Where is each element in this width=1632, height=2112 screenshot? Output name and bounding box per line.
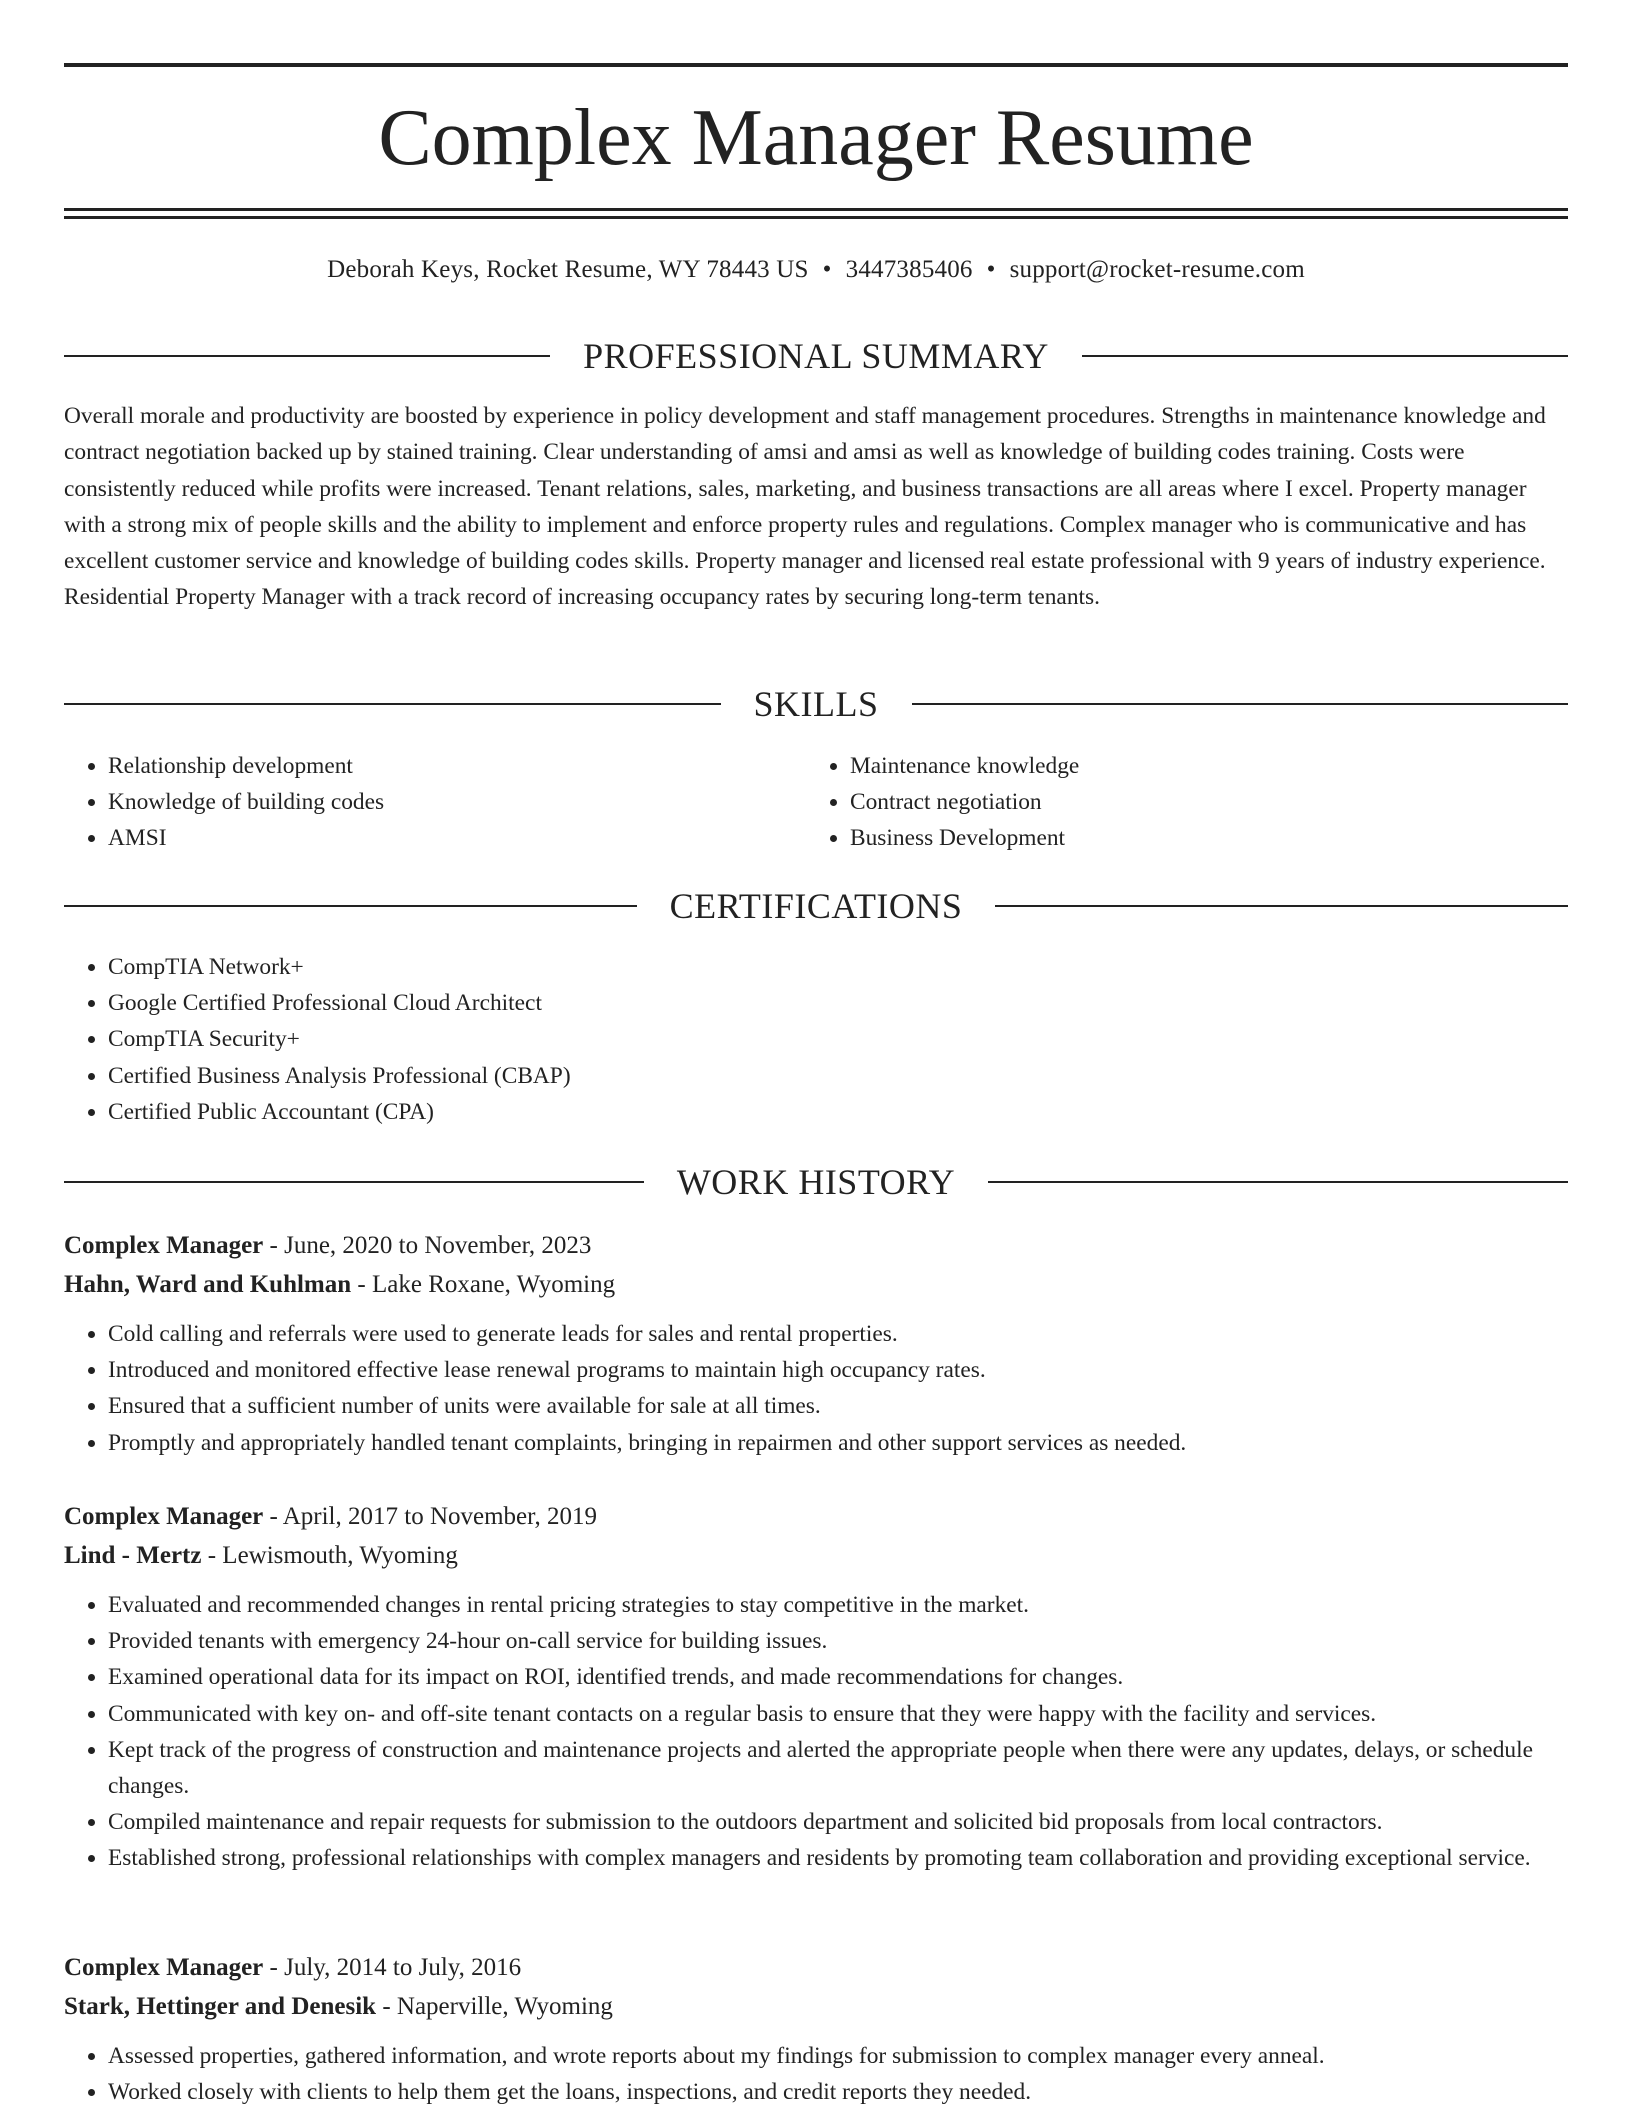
heading-rule-right (995, 905, 1568, 907)
heading-rule-left (64, 703, 721, 705)
job-title: Complex Manager (64, 1954, 264, 1981)
job-location: - Lewismouth, Wyoming (201, 1542, 458, 1569)
job-title: Complex Manager (64, 1503, 264, 1530)
certification-item: • Certified Business Analysis Professional (CBAP) (108, 1058, 1568, 1094)
section-heading-summary (64, 334, 1568, 378)
job-bullet: • Evaluated and recommended changes in rental pricing strategies to stay competitive in the market. (108, 1587, 1568, 1623)
heading-rule-right (988, 1181, 1568, 1183)
heading-rule-left (64, 905, 637, 907)
top-rule (64, 63, 1568, 67)
job-company: Hahn, Ward and Kuhlman (64, 1271, 352, 1298)
section-heading-skills (64, 682, 1568, 726)
job-bullet: • Ensured that a sufficient number of units were available for sale at all times. (108, 1388, 1568, 1424)
job-company: Stark, Hettinger and Denesik (64, 1993, 377, 2020)
job-bullet: • Communicated with key on- and off-site tenant contacts on a regular basis to ensure that they were happy with the facility and services. (108, 1696, 1568, 1732)
job-bullet: • Worked closely with clients to help them get the loans, inspections, and credit reports they needed. (108, 2074, 1568, 2110)
job-bullet: • Assessed properties, gathered information, and wrote reports about my findings for submission to complex manager every anneal. (108, 2038, 1568, 2074)
title-double-rule-upper (64, 208, 1568, 211)
job-dates: - July, 2014 to July, 2016 (263, 1954, 522, 1981)
contact-address: Deborah Keys, Rocket Resume, WY 78443 US (327, 256, 809, 283)
job-location: - Lake Roxane, Wyoming (351, 1271, 616, 1298)
job-company-line (64, 1987, 1568, 2026)
job-bullet: • Provided tenants with emergency 24-hour on-call service for building issues. (108, 1623, 1568, 1659)
job-title-line (64, 1226, 1568, 1265)
contact-phone: 3447385406 (845, 256, 973, 283)
job-bullet: • Kept track of the progress of construction and maintenance projects and alerted the appropriate people when there were any updates, delays, or schedule changes. (108, 1732, 1568, 1804)
job-bullet: • Cold calling and referrals were used to generate leads for sales and rental properties. (108, 1316, 1568, 1352)
certification-item: • CompTIA Security+ (108, 1021, 1568, 1057)
contact-email: support@rocket-resume.com (1009, 256, 1305, 283)
section-heading-work-history (64, 1160, 1568, 1204)
summary-paragraph: Overall morale and productivity are boosted by experience in policy development and staff management procedures. Strengths in maintenance knowledge and contract negotiation backed up by stained training. Clear understanding of amsi and amsi as well as knowledge of building codes training. Costs were consistently reduced while profits were increased. Tenant relations, sales, marketing, and business transactions are all areas where I excel. Property manager with a strong mix of people skills and the ability to implement and enforce property rules and regulations. Complex manager who is communicative and has excellent customer service and knowledge of building codes skills. Property manager and licensed real estate professional with 9 years of industry experience. Residential Property Manager with a track record of increasing occupancy rates by securing long-term tenants. (64, 403, 1546, 611)
job-title-line (64, 1497, 1568, 1536)
certification-item: • CompTIA Network+ (108, 949, 1568, 985)
section-title: WORK HISTORY (676, 1162, 956, 1202)
title-double-rule-lower (64, 216, 1568, 219)
job-title: Complex Manager (64, 1232, 264, 1259)
job-bullet: • Compiled maintenance and repair requests for submission to the outdoors department and solicited bid proposals from local contractors. (108, 1804, 1568, 1840)
resume-title: Complex Manager Resume (378, 94, 1254, 182)
job-bullet: • Established strong, professional relationships with complex managers and residents by promoting team collaboration and providing exceptional service. (108, 1840, 1568, 1876)
job-entry (64, 1226, 1568, 1461)
job-entry (64, 1948, 1568, 2110)
heading-rule-right (1082, 355, 1568, 357)
section-title: PROFESSIONAL SUMMARY (583, 336, 1049, 376)
job-bullet: • Introduced and monitored effective lease renewal programs to maintain high occupancy rates. (108, 1352, 1568, 1388)
heading-rule-right (912, 703, 1569, 705)
skill-item: • AMSI (108, 820, 764, 856)
section-title: SKILLS (753, 684, 879, 724)
job-dates: - April, 2017 to November, 2019 (263, 1503, 597, 1530)
certification-item: • Google Certified Professional Cloud Architect (108, 985, 1568, 1021)
skill-item: • Maintenance knowledge (850, 748, 1506, 784)
job-company: Lind - Mertz (64, 1542, 202, 1569)
job-company-line (64, 1536, 1568, 1575)
section-title: CERTIFICATIONS (669, 886, 963, 926)
job-bullet: • Examined operational data for its impact on ROI, identified trends, and made recommendations for changes. (108, 1659, 1568, 1695)
certifications-list (64, 949, 1568, 1130)
skill-item: • Contract negotiation (850, 784, 1506, 820)
contact-separator: • (822, 256, 832, 283)
job-location: - Naperville, Wyoming (376, 1993, 613, 2020)
job-company-line (64, 1265, 1568, 1304)
contact-separator: • (986, 256, 996, 283)
skill-item: • Knowledge of building codes (108, 784, 764, 820)
job-entry (64, 1497, 1568, 1877)
certification-item: • Certified Public Accountant (CPA) (108, 1094, 1568, 1130)
heading-rule-left (64, 1181, 644, 1183)
heading-rule-left (64, 355, 550, 357)
skills-column-right (806, 748, 1506, 857)
skills-column-left (64, 748, 764, 857)
job-title-line (64, 1948, 1568, 1987)
contact-line (64, 254, 1568, 286)
skill-item: • Relationship development (108, 748, 764, 784)
section-heading-certifications (64, 884, 1568, 928)
job-dates: - June, 2020 to November, 2023 (263, 1232, 592, 1259)
job-bullet: • Promptly and appropriately handled tenant complaints, bringing in repairmen and other support services as needed. (108, 1425, 1568, 1461)
skill-item: • Business Development (850, 820, 1506, 856)
